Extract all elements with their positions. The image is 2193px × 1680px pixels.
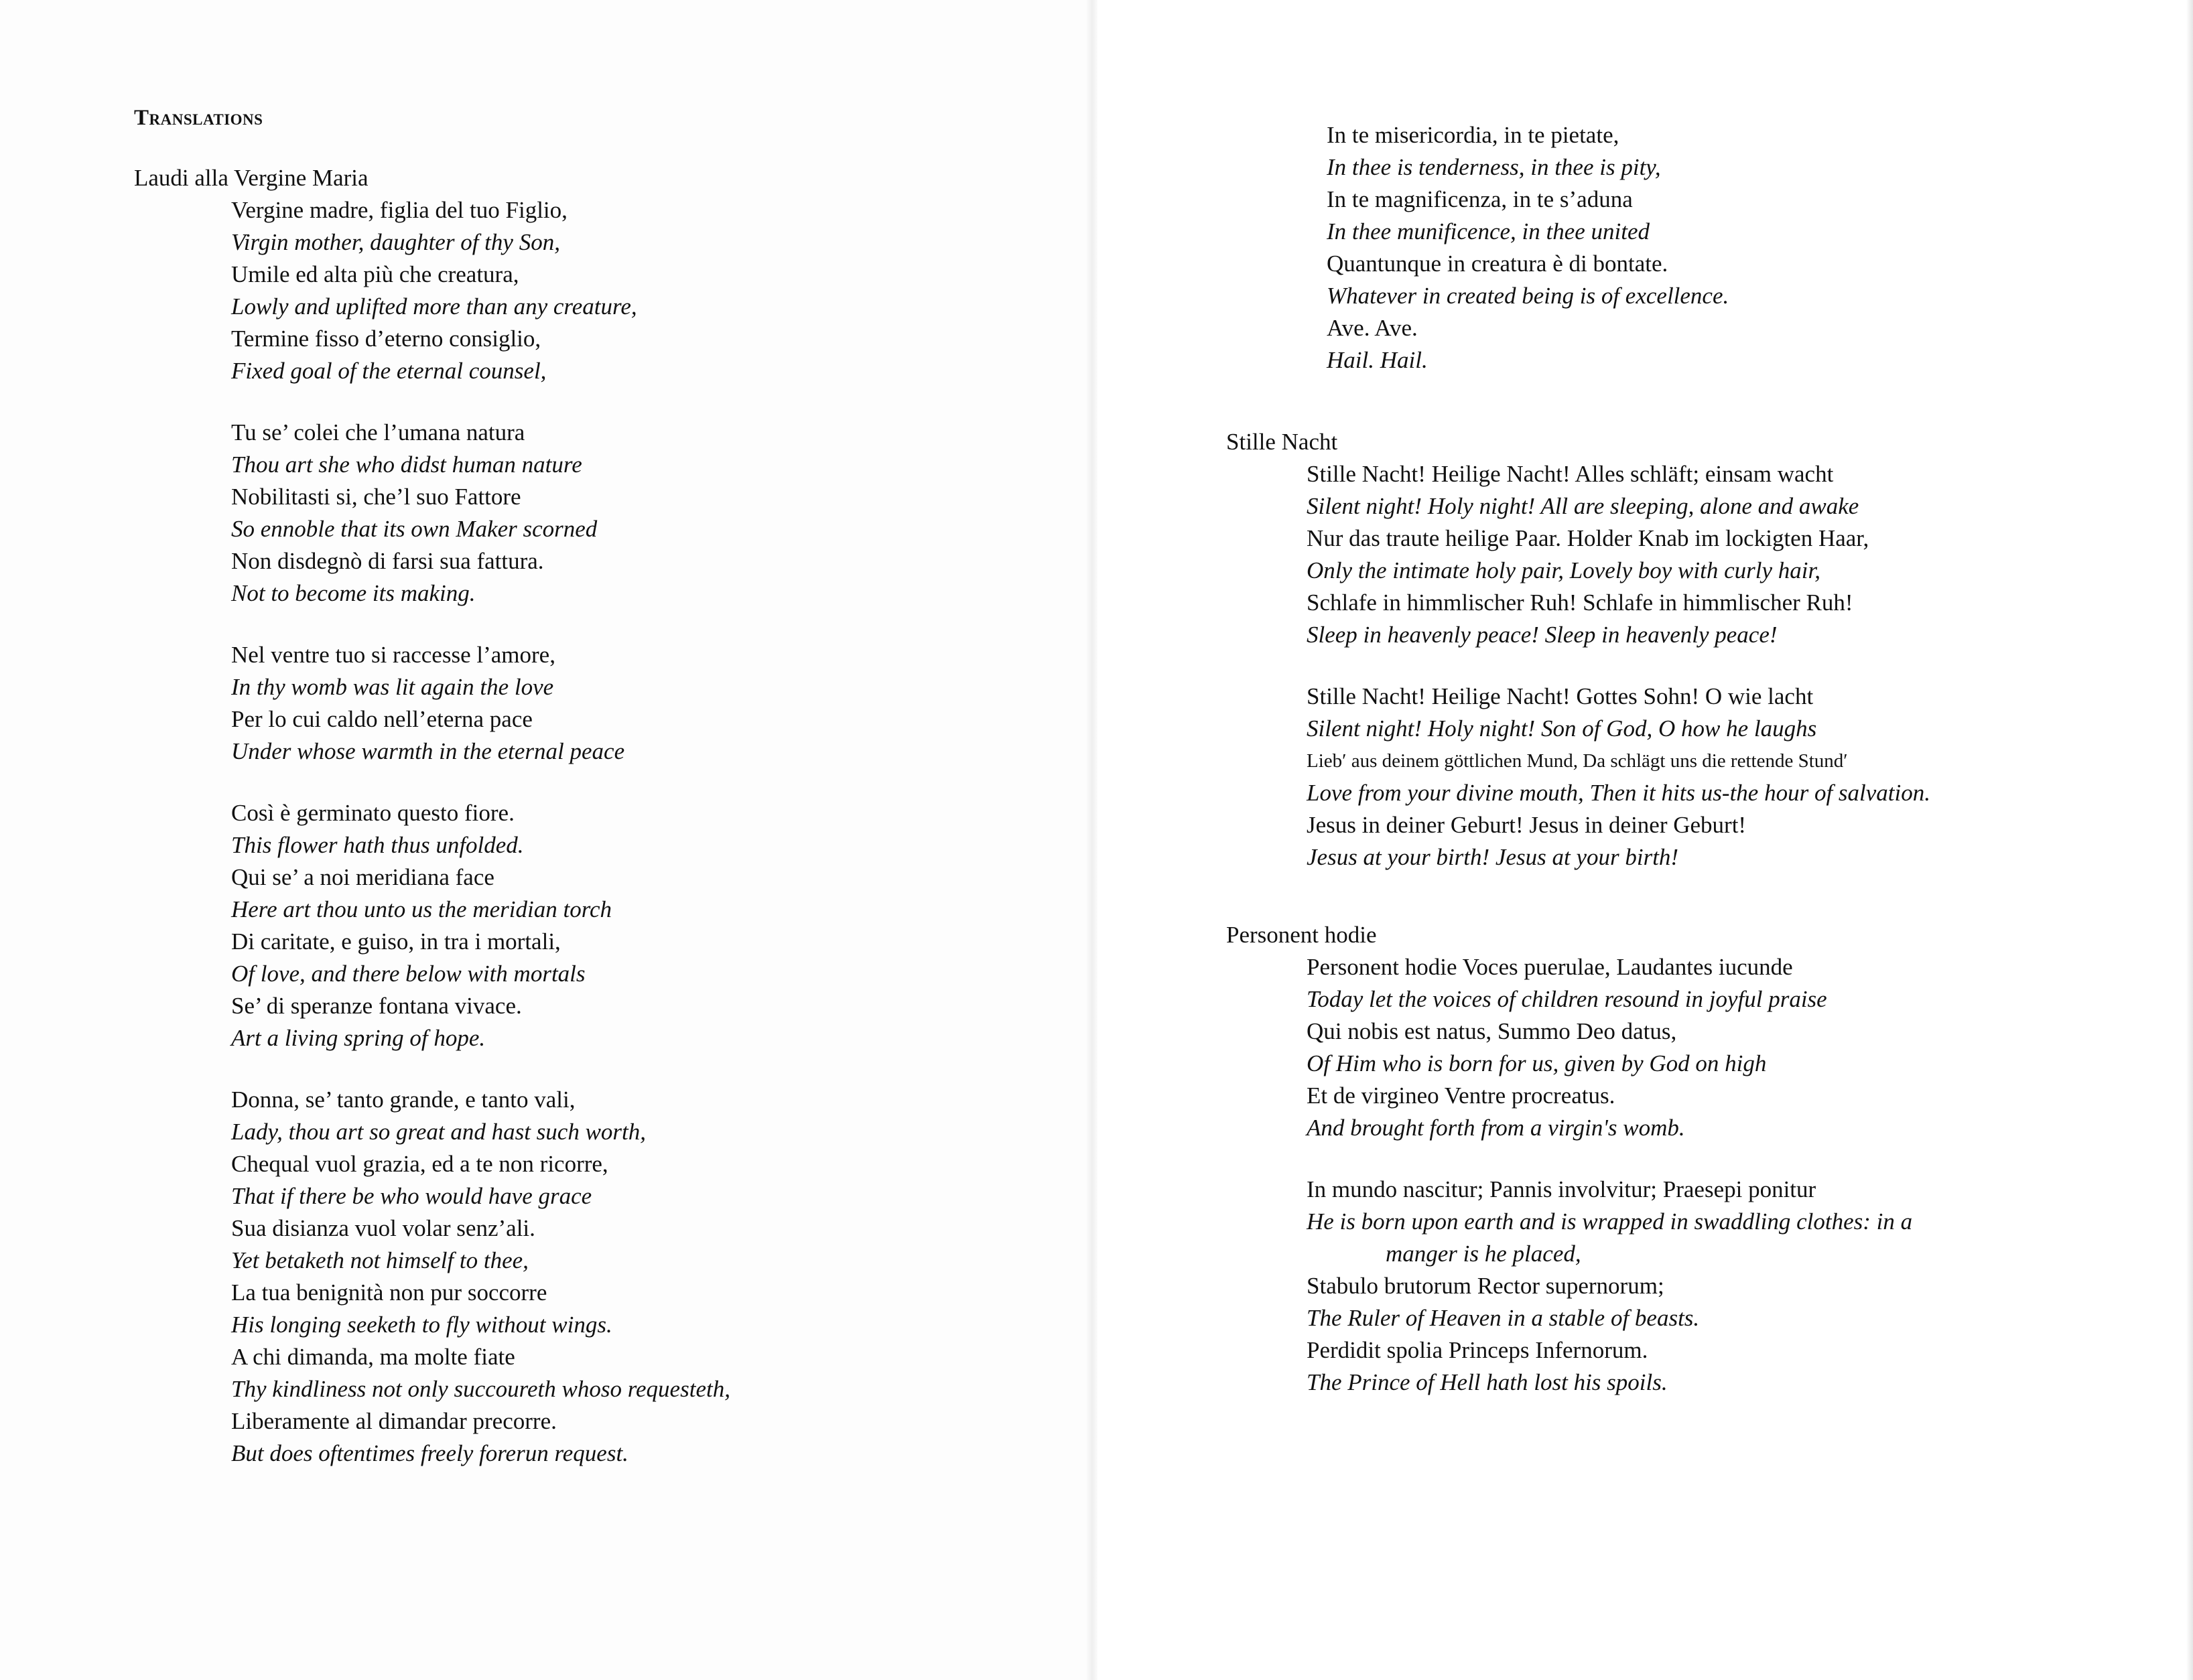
translation-line: Virgin mother, daughter of thy Son, [231,229,560,255]
original-line: La tua benignità non pur soccorre [231,1279,547,1306]
translation-line: The Prince of Hell hath lost his spoils. [1307,1369,1668,1395]
translation-line: So ennoble that its own Maker scorned [231,516,598,542]
original-line: Qui se’ a noi meridiana face [231,864,494,890]
stanza [231,1084,730,1470]
translation-line: Fixed goal of the eternal counsel, [231,358,547,384]
translation-line: Under whose warmth in the eternal peace [231,738,625,764]
original-line: Ave. Ave. [1327,315,1418,341]
page-gutter [1087,0,1098,1680]
stanza [1307,681,1930,873]
stanza [231,417,730,610]
translation-line: The Ruler of Heaven in a stable of beasts. [1307,1305,1700,1331]
translation-line: In thy womb was lit again the love [231,674,554,700]
stanza [1307,458,1930,651]
translation-line: Sleep in heavenly peace! Sleep in heavenly peace! [1307,622,1778,648]
translation-line: His longing seeketh to fly without wings. [231,1312,612,1338]
stanza [231,194,730,387]
translation-line: This flower hath thus unfolded. [231,832,524,858]
translation-line: Only the intimate holy pair, Lovely boy with curly hair, [1307,557,1820,583]
translation-line: Of Him who is born for us, given by God on high [1307,1050,1767,1076]
original-line: Nur das traute heilige Paar. Holder Knab im lockigten Haar, [1307,525,1869,551]
original-line: Di caritate, e guiso, in tra i mortali, [231,928,561,955]
stanza [1307,1174,1912,1399]
page-edge [2186,0,2193,1680]
original-line: Stille Nacht! Heilige Nacht! Alles schläft; einsam wacht [1307,461,1834,487]
original-line: Stabulo brutorum Rector supernorum; [1307,1273,1664,1299]
translation-line: Not to become its making. [231,580,476,606]
original-line: Chequal vuol grazia, ed a te non ricorre, [231,1151,608,1177]
original-line: Personent hodie Voces puerulae, Laudantes iucunde [1307,954,1793,980]
original-line: Stille Nacht! Heilige Nacht! Gottes Sohn! O wie lacht [1307,683,1814,709]
translation-line: In thee munificence, in thee united [1327,218,1650,244]
stanza [231,639,730,768]
translation-line: Love from your divine mouth, Then it hits us-the hour of salvation. [1307,780,1931,806]
original-line: Jesus in deiner Geburt! Jesus in deiner Geburt! [1307,812,1747,838]
translation-line: Thou art she who didst human nature [231,451,582,478]
original-line: In mundo nascitur; Pannis involvitur; Praesepi ponitur [1307,1176,1816,1202]
original-line: Liberamente al dimandar precorre. [231,1408,557,1434]
original-line: Non disdegnò di farsi sua fattura. [231,548,544,574]
translation-line: Silent night! Holy night! Son of God, O how he laughs [1307,715,1817,742]
original-line: Umile ed alta più che creatura, [231,261,519,287]
stanza [1307,951,1912,1144]
original-line: A chi dimanda, ma molte fiate [231,1344,515,1370]
translation-line: Silent night! Holy night! All are sleeping, alone and awake [1307,493,1859,519]
original-line: Nobilitasti si, che’l suo Fattore [231,484,521,510]
original-line: Et de virgineo Ventre procreatus. [1307,1082,1615,1109]
original-line: Tu se’ colei che l’umana natura [231,419,525,445]
original-line: Vergine madre, figlia del tuo Figlio, [231,197,568,223]
original-line: Lieb′ aus deinem göttlichen Mund, Da schlägt uns die rettende Stund′ [1307,750,1848,772]
original-line: Se’ di speranze fontana vivace. [231,993,522,1019]
page-heading: Translations [134,106,263,130]
translation-line: Here art thou unto us the meridian torch [231,896,612,922]
original-line: Qui nobis est natus, Summo Deo datus, [1307,1018,1677,1044]
original-line: Perdidit spolia Princeps Infernorum. [1307,1337,1648,1363]
translation-line: Hail. Hail. [1327,347,1428,373]
translation-line: Lady, thou art so great and hast such worth, [231,1119,647,1145]
translation-line-continued: manger is he placed, [1386,1241,1581,1267]
original-line: Quantunque in creatura è di bontate. [1327,251,1668,277]
translation-line: Lowly and uplifted more than any creature, [231,293,637,320]
original-line: Nel ventre tuo si raccesse l’amore, [231,642,555,668]
original-line: In te magnificenza, in te s’aduna [1327,186,1633,212]
song-title: Stille Nacht [1226,429,1338,455]
translation-line: And brought forth from a virgin's womb. [1307,1115,1685,1141]
stanza [231,797,730,1054]
translation-line: Jesus at your birth! Jesus at your birth! [1307,844,1679,870]
original-line: In te misericordia, in te pietate, [1327,122,1619,148]
original-line: Donna, se’ tanto grande, e tanto vali, [231,1087,576,1113]
translation-line: Whatever in created being is of excellence. [1327,283,1729,309]
original-line: Per lo cui caldo nell’eterna pace [231,706,533,732]
translation-line: Of love, and there below with mortals [231,961,586,987]
laudi-continuation [1327,119,1729,376]
original-line: Schlafe in himmlischer Ruh! Schlafe in himmlischer Ruh! [1307,589,1853,616]
translation-line: Thy kindliness not only succoureth whoso requesteth, [231,1376,730,1402]
translation-line: Yet betaketh not himself to thee, [231,1247,529,1273]
song-title: Laudi alla Vergine Maria [134,165,369,191]
translation-line: That if there be who would have grace [231,1183,592,1209]
translation-line: But does oftentimes freely forerun request. [231,1440,628,1466]
original-line: Termine fisso d’eterno consiglio, [231,326,541,352]
translation-line: Art a living spring of hope. [231,1025,486,1051]
song-stille-nacht [1226,426,1930,873]
song-title: Personent hodie [1226,922,1377,948]
original-line: Così è germinato questo fiore. [231,800,515,826]
translation-line: In thee is tenderness, in thee is pity, [1327,154,1661,180]
translation-line: He is born upon earth and is wrapped in swaddling clothes: in a [1307,1208,1913,1235]
song-laudi [134,162,730,1470]
song-personent-hodie [1226,919,1912,1399]
original-line: Sua disianza vuol volar senz’ali. [231,1215,535,1241]
translation-line: Today let the voices of children resound in joyful praise [1307,986,1827,1012]
